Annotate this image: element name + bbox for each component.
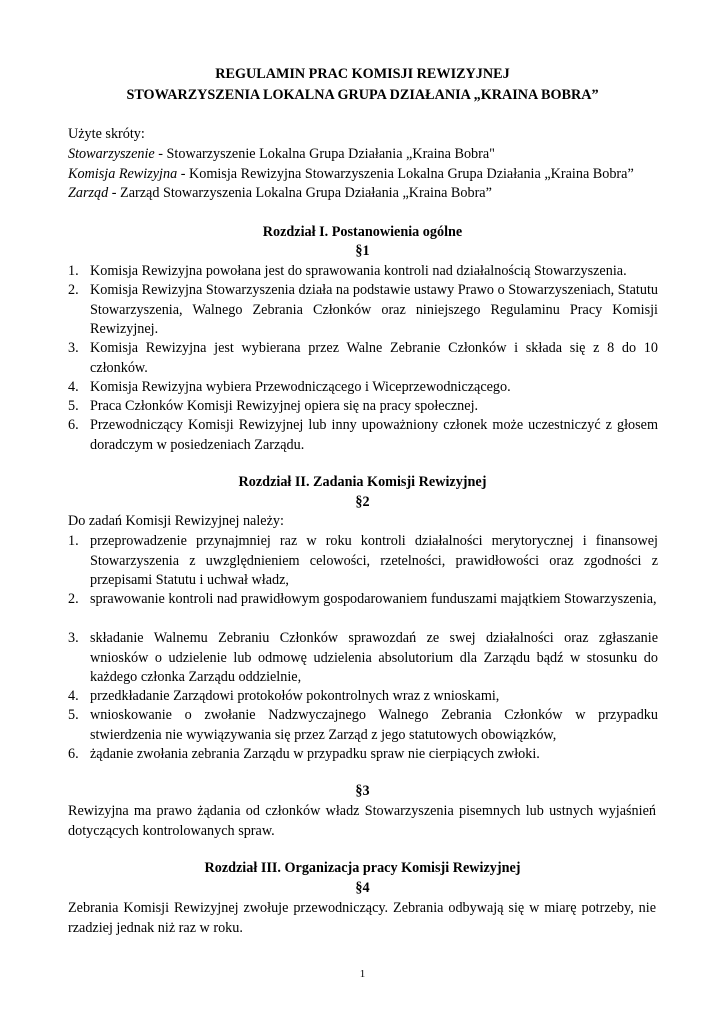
list-item: 2. sprawowanie kontroli nad prawidłowym gospodarowaniem funduszami majątkiem Stowarzyszenia, (68, 591, 657, 607)
list-item: 2. Komisja Rewizyjna Stowarzyszenia działa na podstawie ustawy Prawo o Stowarzyszeniach, Statutu Stowarzyszenia, Walnego Zebrania Członków oraz niniejszego Regulaminu Pracy Komisji Rewizyjnej. (68, 282, 658, 337)
list-item: 4. przedkładanie Zarządowi protokołów pokontrolnych wraz z wnioskami, (68, 688, 500, 704)
section-4-text: Zebrania Komisji Rewizyjnej zwołuje przewodniczący. Zebrania odbywają się w miarę potrzeby, nie rzadziej jednak niż raz w roku. (68, 900, 656, 936)
list-item: 3. Komisja Rewizyjna jest wybierana przez Walne Zebranie Członków i składa się z 8 do 10 członków. (68, 340, 658, 376)
abbreviation-item: Komisja Rewizyjna - Komisja Rewizyjna Stowarzyszenia Lokalna Grupa Działania „Kraina Bobra” (68, 166, 634, 182)
document-title-line2: STOWARZYSZENIA LOKALNA GRUPA DZIAŁANIA „KRAINA BOBRA” (126, 87, 599, 103)
list-item: 4. Komisja Rewizyjna wybiera Przewodniczącego i Wiceprzewodniczącego. (68, 379, 511, 395)
chapter-1-title: Rozdział I. Postanowienia ogólne (262, 224, 463, 240)
list-item: 1. Komisja Rewizyjna powołana jest do sprawowania kontroli nad działalnością Stowarzyszenia. (68, 263, 627, 279)
section-2-heading: §2 (355, 494, 370, 510)
chapter-3-title: Rozdział III. Organizacja pracy Komisji Rewizyjnej (204, 860, 521, 876)
chapter-2-title: Rozdział II. Zadania Komisji Rewizyjnej (238, 474, 487, 490)
section-3-heading: §3 (355, 783, 370, 799)
list-item: 5. Praca Członków Komisji Rewizyjnej opiera się na pracy społecznej. (68, 398, 479, 414)
abbreviations-heading: Użyte skróty: (68, 126, 145, 142)
page-number: 1 (359, 968, 366, 980)
document-title-line1: REGULAMIN PRAC KOMISJI REWIZYJNEJ (215, 66, 510, 82)
section-4-heading: §4 (355, 880, 370, 896)
section-3-text: Rewizyjna ma prawo żądania od członków władz Stowarzyszenia pisemnych lub ustnych wyjaśnień dotyczących kontrolowanych spraw. (68, 803, 656, 839)
abbreviation-item: Stowarzyszenie - Stowarzyszenie Lokalna Grupa Działania „Kraina Bobra" (68, 146, 495, 162)
list-item: 1. przeprowadzenie przynajmniej raz w roku kontroli działalności merytorycznej i finansowej Stowarzyszenia z uwzględnieniem celowości, rzetelności, prawidłowości oraz zgodności z przepisami Statutu i uchwał władz, (68, 533, 658, 588)
section-2-intro: Do zadań Komisji Rewizyjnej należy: (68, 513, 284, 529)
list-item: 6. Przewodniczący Komisji Rewizyjnej lub inny upoważniony członek może uczestniczyć z głosem doradczym w posiedzeniach Zarządu. (68, 417, 658, 453)
abbreviation-item: Zarząd - Zarząd Stowarzyszenia Lokalna Grupa Działania „Kraina Bobra” (68, 185, 492, 201)
section-1-heading: §1 (355, 243, 370, 259)
list-item: 3. składanie Walnemu Zebraniu Członków sprawozdań ze swej działalności oraz zgłaszanie wniosków o udzielenie lub odmowę udzielenia absolutorium dla Zarządu bądź w stosunku do każdego członka Zarządu oddzielnie, (68, 630, 658, 685)
list-item: 6. żądanie zwołania zebrania Zarządu w przypadku spraw nie cierpiących zwłoki. (68, 746, 540, 762)
list-item: 5. wnioskowanie o zwołanie Nadzwyczajnego Walnego Zebrania Członków w przypadku stwierdzenia nie wywiązywania się przez Zarząd z jego statutowych obowiązków, (68, 707, 658, 743)
